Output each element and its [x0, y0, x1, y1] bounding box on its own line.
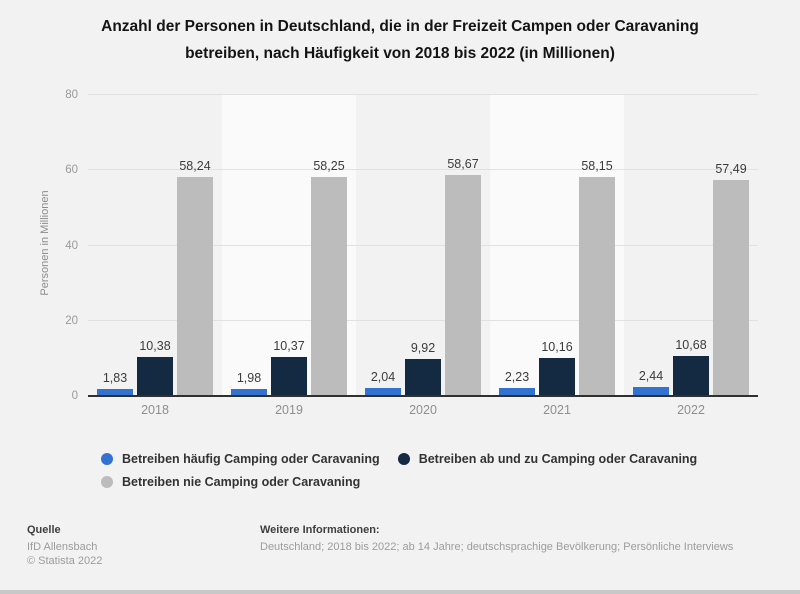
- bar-group-2019: [222, 95, 356, 396]
- bar-group-2021: [490, 95, 624, 396]
- bar-2018[interactable]: [137, 338, 173, 396]
- footer-source: [27, 523, 247, 568]
- bar-2020[interactable]: [405, 340, 441, 396]
- y-axis-title: Personen in Millionen: [39, 190, 51, 296]
- bar-value-label: 58,25: [313, 158, 345, 173]
- bar-value-label: 57,49: [715, 161, 747, 176]
- bar-value-label: 10,37: [273, 338, 305, 353]
- legend-dot-icon: [101, 476, 113, 488]
- bottom-border: [0, 590, 800, 594]
- bar-2019[interactable]: [311, 158, 347, 396]
- x-axis-labels: [88, 403, 758, 417]
- legend-item[interactable]: [101, 452, 380, 466]
- bar-value-label: 2,04: [370, 370, 396, 385]
- bar-2022[interactable]: [713, 161, 749, 396]
- x-label-2022: 2022: [677, 403, 705, 417]
- bar-value-label: 58,15: [581, 159, 613, 174]
- y-tick-20: 20: [65, 314, 78, 327]
- bar-value-label: 1,98: [236, 370, 262, 385]
- info-text: Deutschland; 2018 bis 2022; ab 14 Jahre; deutschsprachige Bevölkerung; Persönliche Interviews: [260, 541, 734, 553]
- x-label-2021: 2021: [543, 403, 571, 417]
- bar-groups: [88, 95, 758, 396]
- bar-value-label: 10,16: [541, 339, 573, 354]
- bar-2018[interactable]: [177, 158, 213, 396]
- source-label: Quelle: [27, 524, 61, 536]
- info-label: Weitere Informationen:: [260, 524, 380, 536]
- legend-item[interactable]: [398, 452, 698, 466]
- bar-group-2018: [88, 95, 222, 396]
- source-line-2: © Statista 2022: [27, 555, 103, 567]
- legend-dot-icon: [101, 453, 113, 465]
- bar-2019[interactable]: [271, 338, 307, 396]
- bar-2020[interactable]: [445, 157, 481, 396]
- plot-area: [88, 95, 758, 396]
- x-label-2018: 2018: [141, 403, 169, 417]
- legend-label: Betreiben häufig Camping oder Caravaning: [122, 452, 380, 466]
- bar-group-2022: [624, 95, 758, 396]
- y-tick-0: 0: [71, 390, 78, 402]
- legend-label: Betreiben nie Camping oder Caravaning: [122, 475, 361, 489]
- y-tick-80: 80: [65, 89, 78, 101]
- bar-value-label: 58,67: [447, 157, 479, 172]
- bar-value-label: 10,38: [139, 338, 171, 353]
- bar-2022[interactable]: [673, 337, 709, 396]
- legend: [101, 452, 773, 489]
- bar-value-label: 58,24: [179, 158, 211, 173]
- bar-value-label: 9,92: [410, 340, 436, 355]
- bar-2021[interactable]: [579, 159, 615, 396]
- source-line-1: IfD Allensbach: [27, 541, 98, 553]
- bar-2021[interactable]: [539, 339, 575, 396]
- y-tick-40: 40: [65, 239, 78, 252]
- legend-label: Betreiben ab und zu Camping oder Caravaning: [418, 452, 698, 466]
- x-label-2019: 2019: [275, 403, 303, 417]
- bar-value-label: 2,23: [504, 369, 530, 384]
- chart-title-line-1: Anzahl der Personen in Deutschland, die in der Freizeit Campen oder Caravaning: [101, 18, 699, 35]
- chart-title-line-2: betreiben, nach Häufigkeit von 2018 bis 2022 (in Millionen): [185, 45, 615, 62]
- footer-info: [260, 523, 770, 554]
- y-tick-60: 60: [65, 164, 78, 177]
- bar-value-label: 10,68: [675, 337, 707, 352]
- legend-dot-icon: [398, 453, 410, 465]
- bar-value-label: 1,83: [102, 371, 128, 386]
- x-axis-baseline: [88, 395, 758, 397]
- bar-value-label: 2,44: [638, 368, 664, 383]
- chart-title: [50, 13, 750, 67]
- x-label-2020: 2020: [409, 403, 437, 417]
- bar-group-2020: [356, 95, 490, 396]
- legend-item[interactable]: [101, 475, 360, 489]
